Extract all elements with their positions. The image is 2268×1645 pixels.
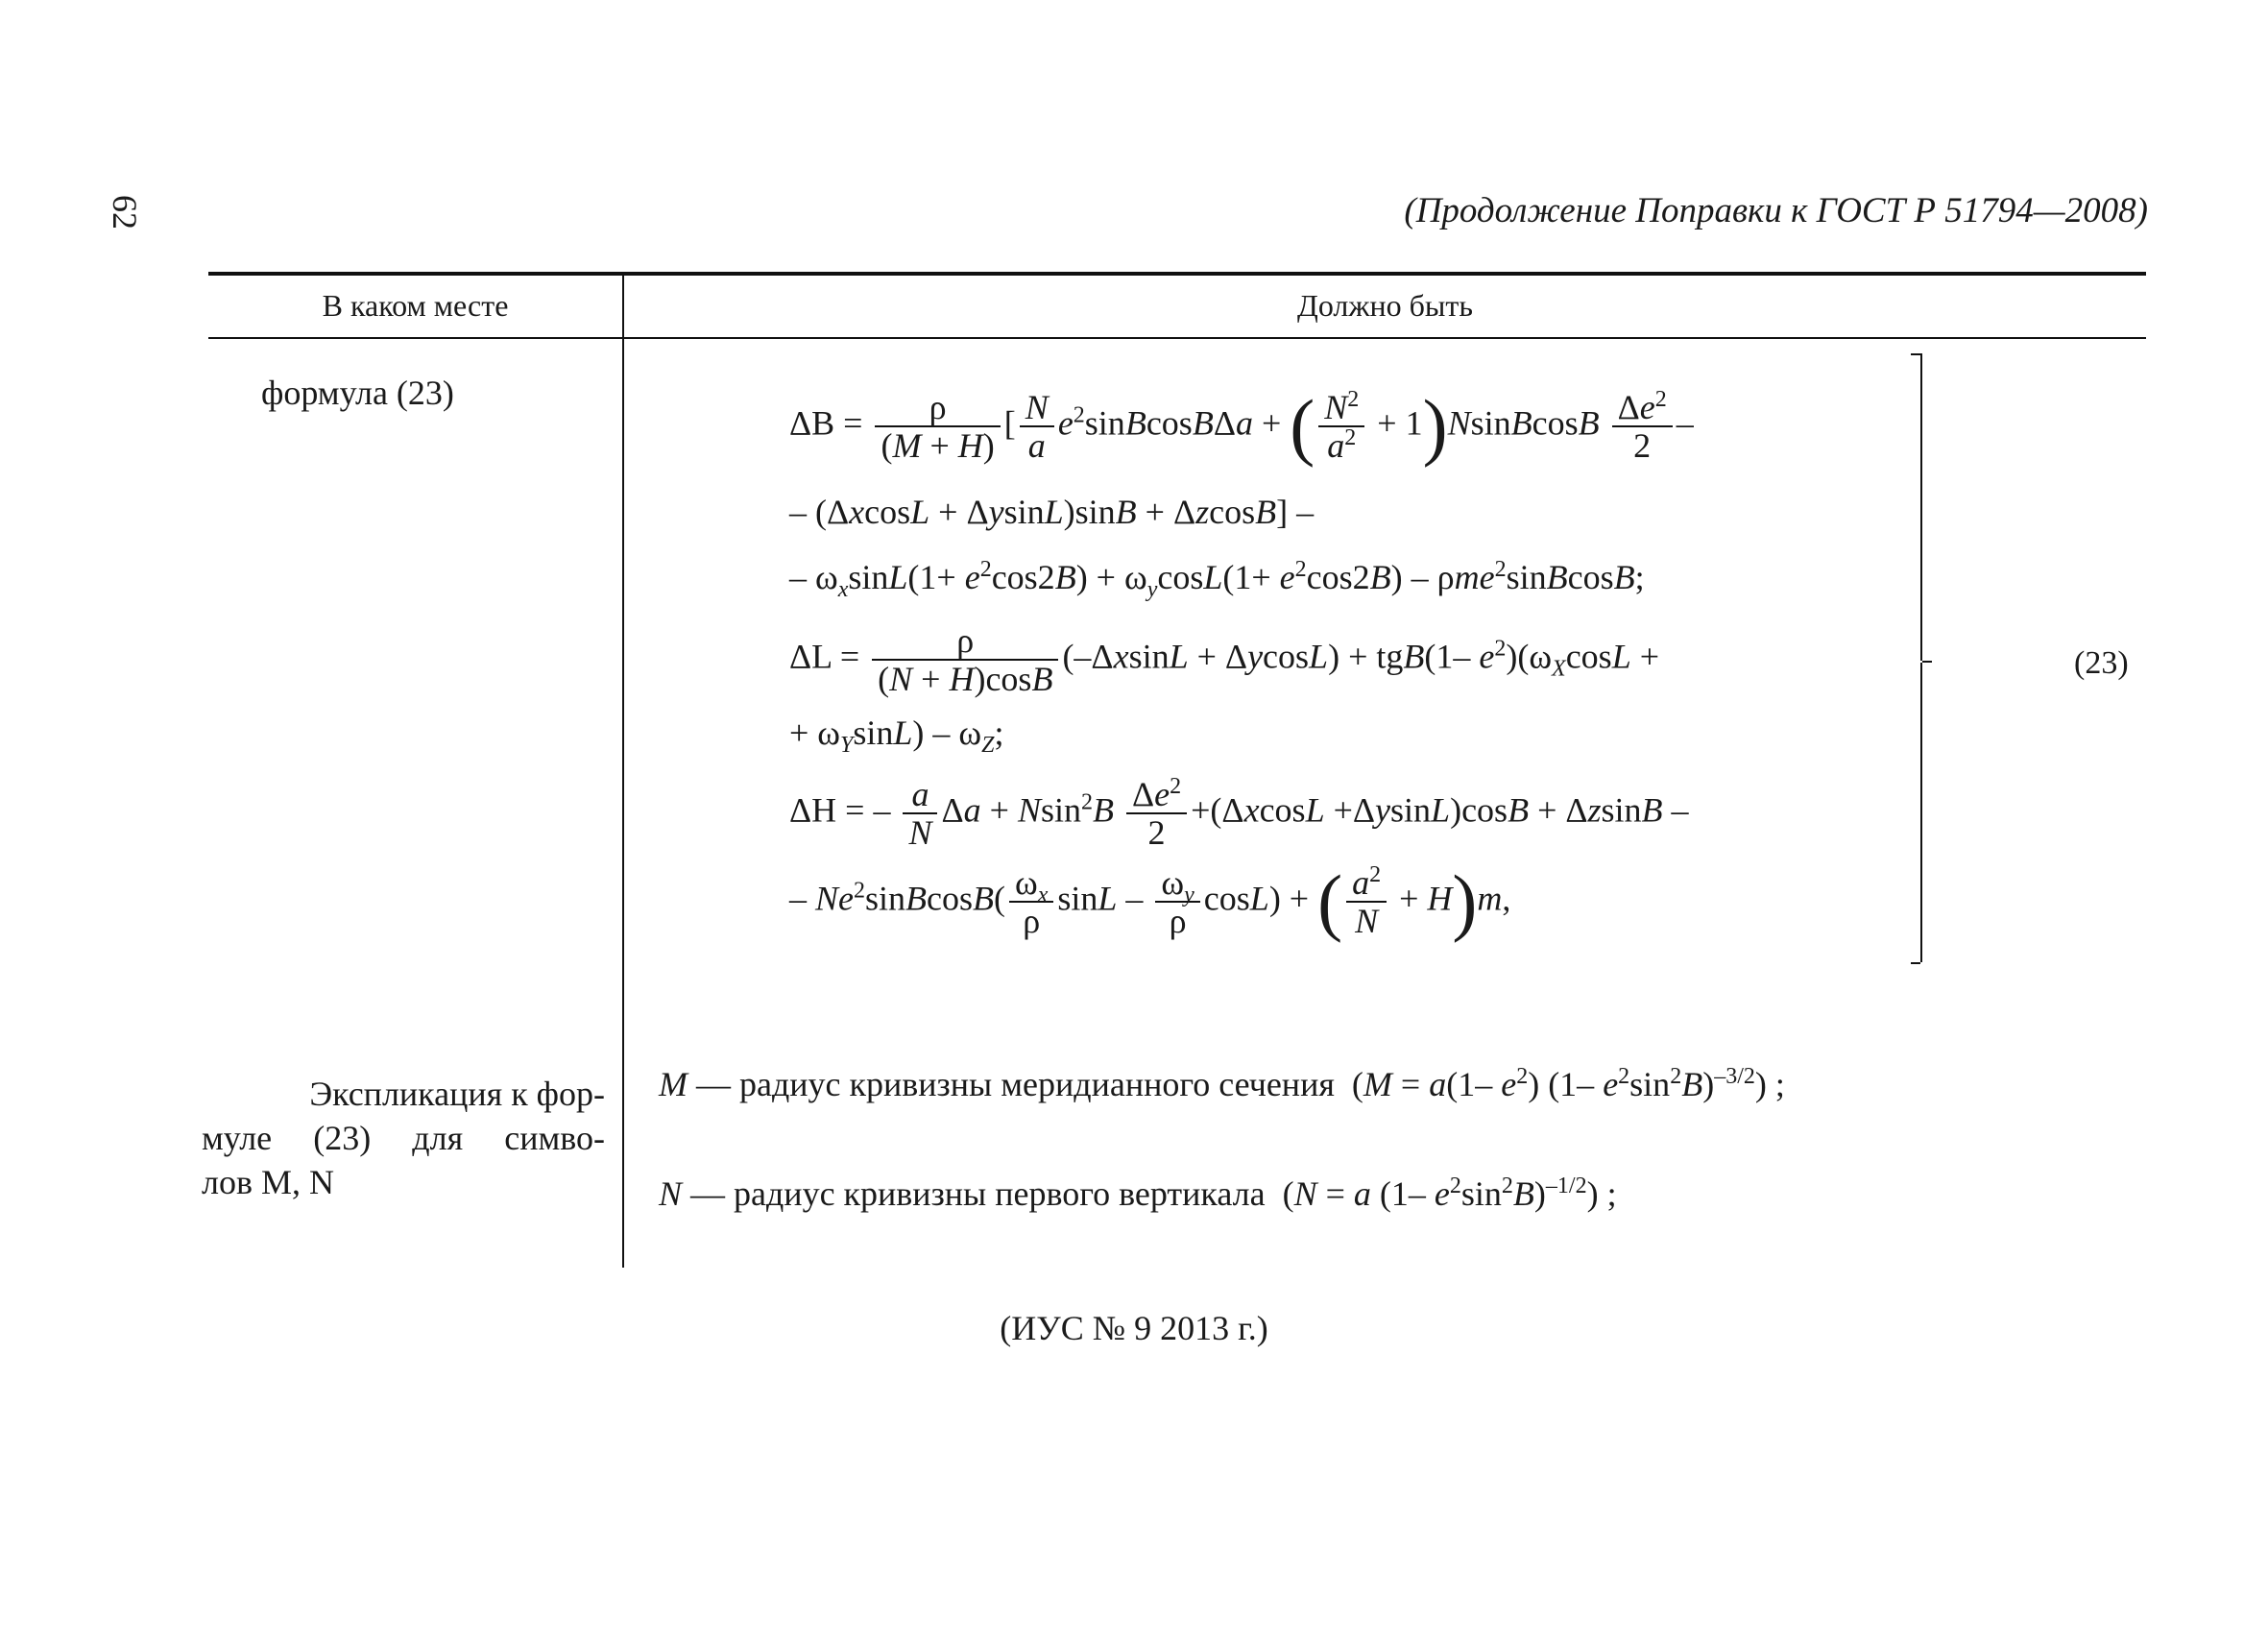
- table-header-where: В каком месте: [322, 288, 509, 323]
- formula-line-dL-1: ΔL = $\frac{\rho}{(N + H)\cos B}$ (–ΔxsinL + ΔycosL) + tgB(1– $e^2)(\omega_X\cos L$ +: [789, 621, 1660, 698]
- explication-n: N — радиус кривизны первого вертикала (N = a (1– $e^2\sin^2B)^{-1/2}$) ;: [659, 1173, 1617, 1213]
- formula-line-dB-2: – (ΔxcosL + ΔysinL)sinB + ΔzcosB] –: [789, 493, 1315, 531]
- formula-lhs-dH: ΔH: [789, 790, 837, 830]
- formula-line-dL-2: + $\omega_Y\sin L) - \omega_Z$;: [789, 714, 1004, 759]
- formula-line-dH-2: – Ne$^2$sinBcosB( $\frac{\omega_x}{\rho}$ sinL – $\frac{\omega_y}{\rho}$ cosL) + ( $\frac{a^2}{N}$ + H)m,: [789, 859, 1511, 943]
- table-column-divider: [622, 275, 624, 1268]
- formula-lhs-dL: ΔL: [789, 637, 832, 676]
- page-header-title: (Продолжение Поправки к ГОСТ Р 51794—2008): [1404, 191, 2148, 230]
- formula-line-dB-3: – $\omega_x\sin L(1+ e^2\cos 2B) + \omega_y\cos L(1+ e^2\cos 2B)$ – ρme$^2$sinBcosB;: [789, 557, 1645, 603]
- row-label-formula: формула (23): [261, 374, 454, 412]
- formula-line-dB-1: ΔB = $\frac{\rho}{(M + H)}$ [ $\frac{N}{a}$ $e^2sinBcosB\Delta a$ + ( $\frac{N^2}{a^2}$ + 1)NsinBcosB $\frac{\Delta e^2}{2}$ –: [789, 384, 1694, 468]
- table-header-rule: [208, 337, 2146, 339]
- formula-line-dH-1: ΔH = – $\frac{a}{N}$ Δa + Nsin$^2$B $\frac{\Delta e^2}{2}$ +(ΔxcosL +ΔysinL)cosB + ΔzsinB –: [789, 774, 1689, 852]
- explication-m: M — радиус кривизны меридианного сечения (M = a(1– $e^2$) (1– $e^2\sin^2B)^{-3/2}$) ;: [659, 1064, 1785, 1103]
- page-number: 62: [106, 195, 144, 230]
- formula-lhs-dB: ΔB: [789, 403, 835, 443]
- row-label-explication: Экспликация к фор- муле (23) для симво- лов М, N: [202, 1075, 605, 1201]
- table-header-should-be: Должно быть: [1297, 288, 1473, 323]
- table-top-rule: [208, 272, 2146, 276]
- equation-number: (23): [2074, 645, 2129, 681]
- footer-source: (ИУС № 9 2013 г.): [1000, 1309, 1268, 1347]
